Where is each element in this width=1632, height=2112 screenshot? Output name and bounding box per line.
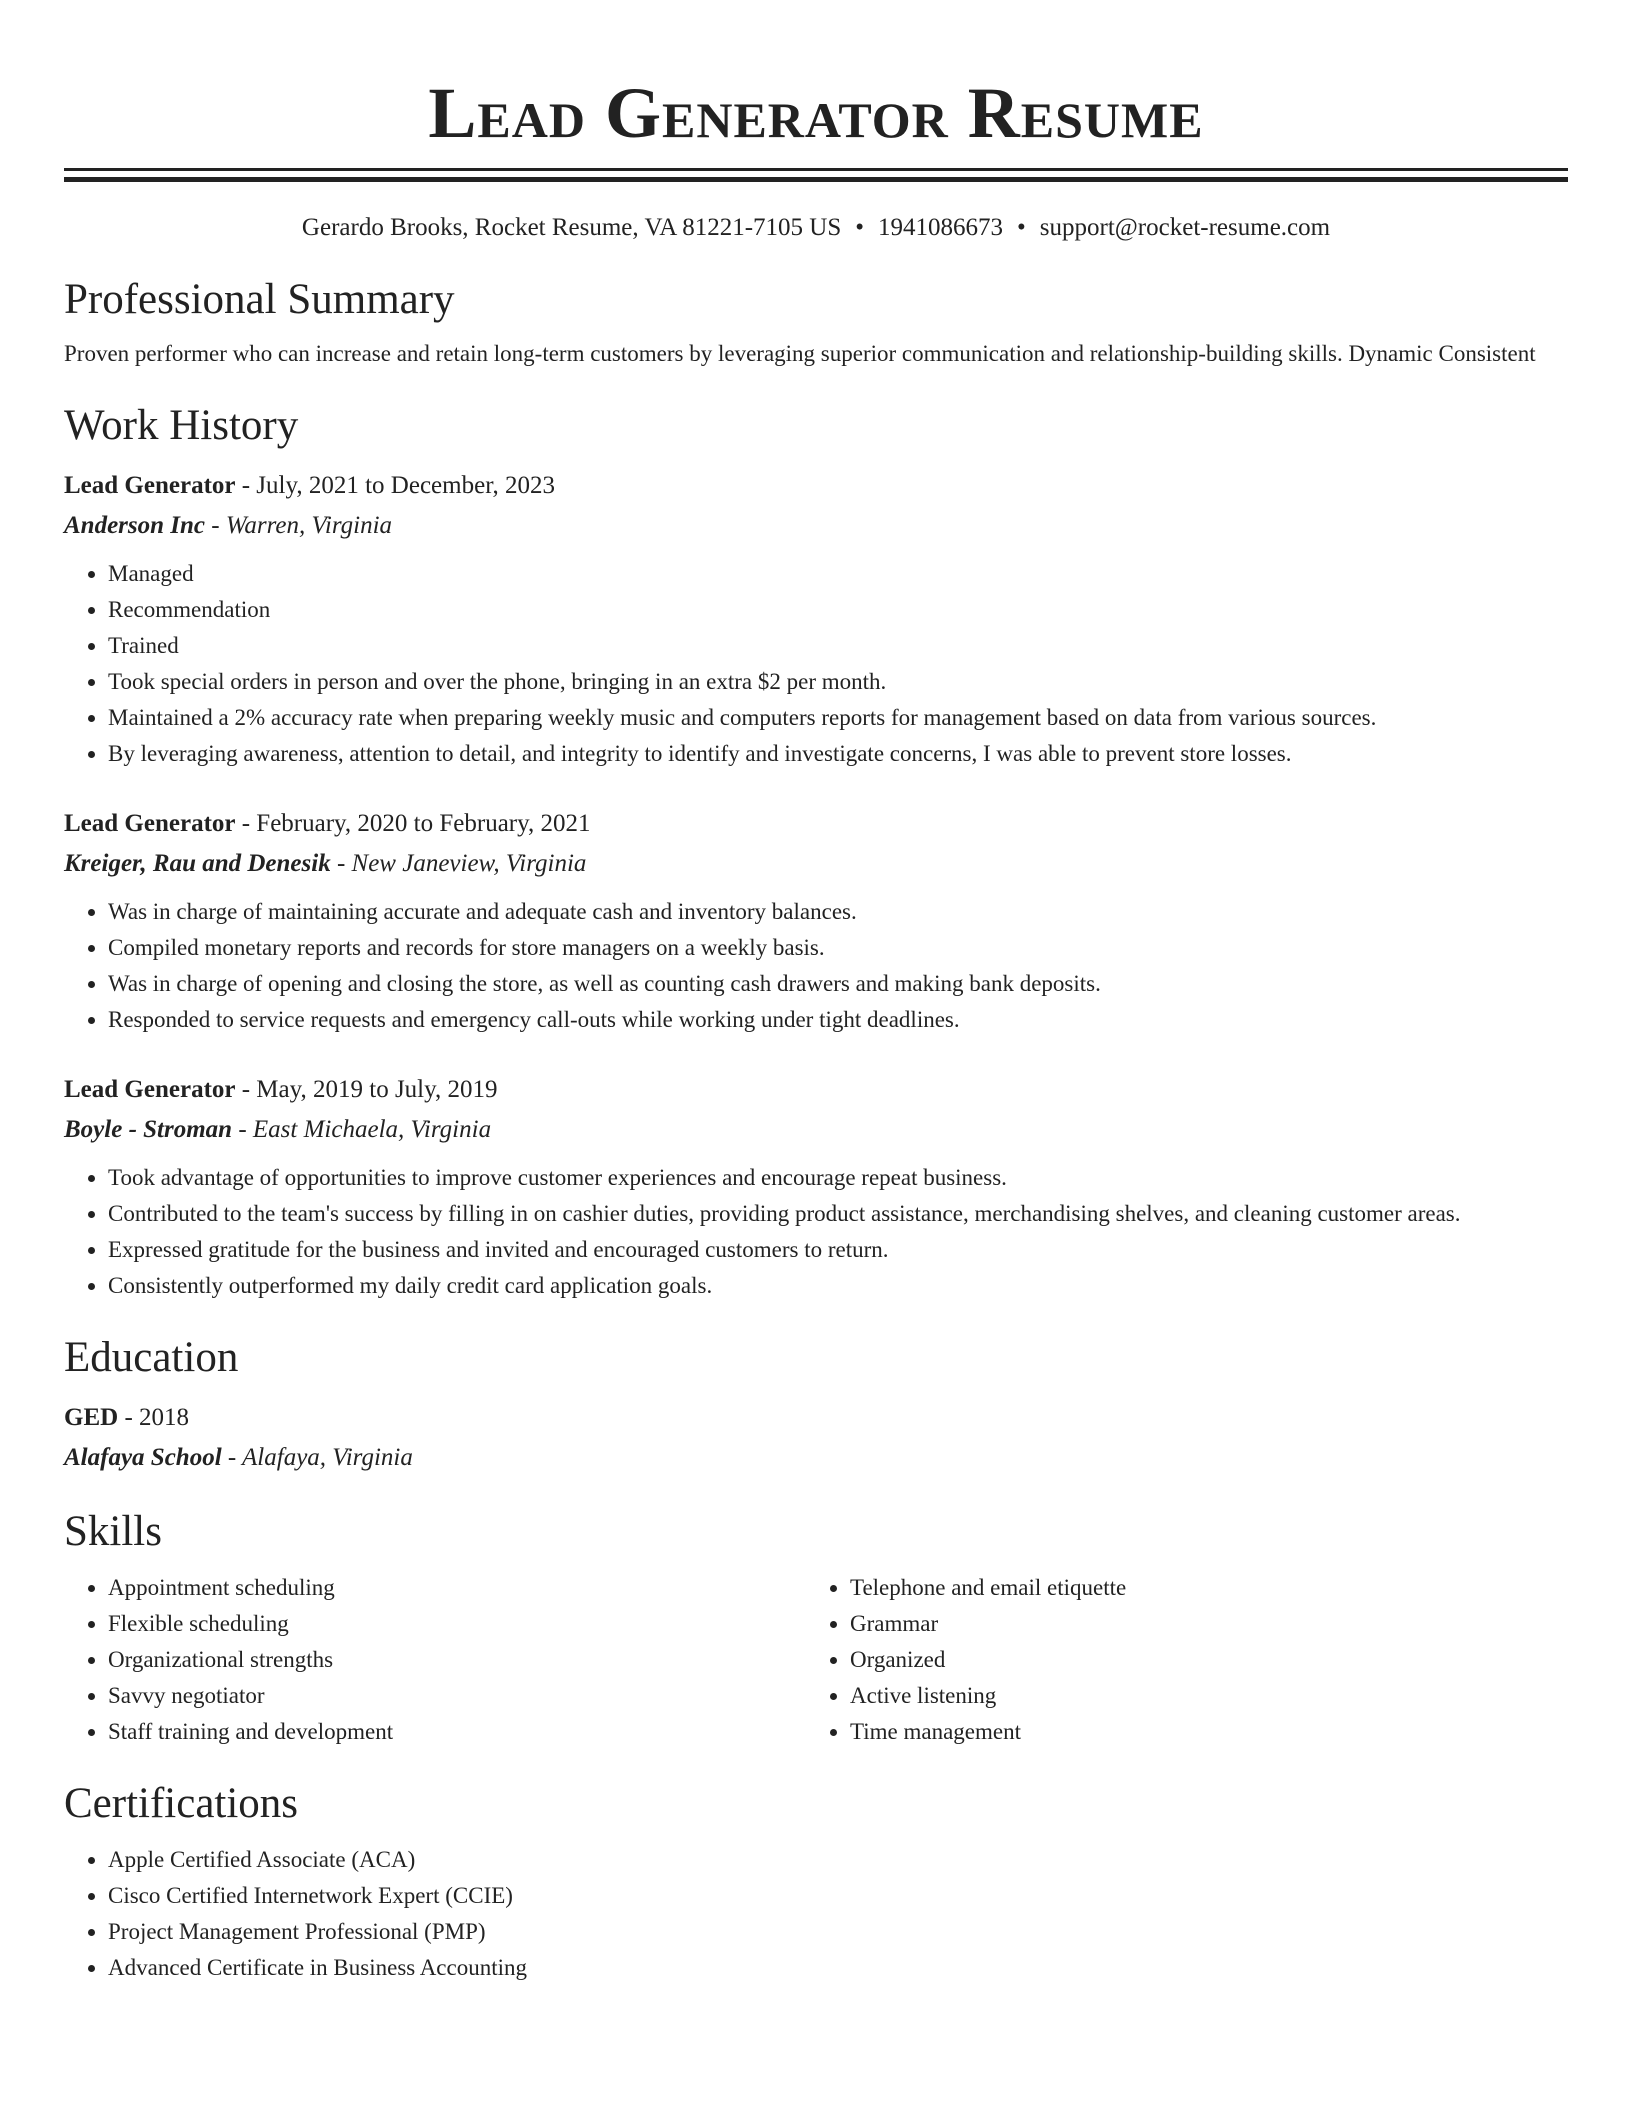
job-dates: - May, 2019 to July, 2019 [235,1076,498,1103]
summary-text: Proven performer who can increase and retain long-term customers by leveraging superior communication and relationship-building skills. Dynamic Consistent [64,341,1536,366]
work-history-section [64,398,1568,1304]
list-item: • Took advantage of opportunities to improve customer experiences and encourage repeat business. [108,1160,1568,1196]
job-entry [64,466,1568,772]
contact-separator: • [1017,214,1026,241]
employer-line [64,506,1568,546]
job-title: Lead Generator [64,810,236,837]
list-item: • Was in charge of opening and closing the store, as well as counting cash drawers and making bank deposits. [108,966,1568,1002]
list-item: • Was in charge of maintaining accurate and adequate cash and inventory balances. [108,894,1568,930]
job-title-line [64,466,1568,506]
employer-name: Boyle - Stroman [64,1116,233,1143]
education-section [64,1330,1568,1478]
list-item: • Organized [850,1642,1548,1678]
employer-location: - New Janeview, Virginia [330,850,587,877]
list-item: • Managed [108,556,1568,592]
contact-address: Gerardo Brooks, Rocket Resume, VA 81221-7105 US [301,214,842,241]
contact-phone: 1941086673 [878,214,1004,241]
section-heading: Skills [64,1508,162,1555]
list-item: • Cisco Certified Internetwork Expert (CCIE) [108,1878,1568,1914]
employer-name: Anderson Inc [64,512,206,539]
skills-right-column [806,1570,1548,1750]
employer-line [64,1110,1568,1150]
degree-line [64,1398,1568,1438]
employer-line [64,844,1568,884]
resume-title: Lead Generator Resume [428,73,1204,153]
list-item: • Took special orders in person and over the phone, bringing in an extra $2 per month. [108,664,1568,700]
list-item: • Staff training and development [108,1714,806,1750]
list-item: • Contributed to the team's success by filling in on cashier duties, providing product assistance, merchandising shelves, and cleaning customer areas. [108,1196,1568,1232]
list-item: • Telephone and email etiquette [850,1570,1548,1606]
school-location: - Alafaya, Virginia [221,1444,413,1471]
resume-page [64,0,1568,1986]
job-dates: - July, 2021 to December, 2023 [235,472,556,499]
employer-location: - East Michaela, Virginia [232,1116,492,1143]
job-bullets [64,894,1568,1038]
certifications-section [64,1776,1568,1986]
list-item: • Consistently outperformed my daily credit card application goals. [108,1268,1568,1304]
section-heading: Certifications [64,1780,299,1827]
job-bullets [64,1160,1568,1304]
skills-left-column [64,1570,806,1750]
list-item: • Time management [850,1714,1548,1750]
list-item: • Compiled monetary reports and records for store managers on a weekly basis. [108,930,1568,966]
title-divider [64,168,1568,182]
list-item: • Apple Certified Associate (ACA) [108,1842,1568,1878]
employer-location: - Warren, Virginia [205,512,393,539]
employer-name: Kreiger, Rau and Denesik [64,850,331,877]
professional-summary-section [64,272,1568,372]
list-item: • Flexible scheduling [108,1606,806,1642]
section-heading: Professional Summary [64,276,455,323]
list-item: • Active listening [850,1678,1548,1714]
job-title-line [64,804,1568,844]
job-title: Lead Generator [64,472,236,499]
education-entry [64,1398,1568,1478]
list-item: • Trained [108,628,1568,664]
skills-columns [64,1570,1568,1750]
job-entry [64,1070,1568,1304]
contact-separator: • [855,214,865,241]
contact-line [64,210,1568,246]
list-item: • Maintained a 2% accuracy rate when preparing weekly music and computers reports for management based on data from various sources. [108,700,1568,736]
section-heading: Work History [64,402,299,449]
school-line [64,1438,1568,1478]
list-item: • Organizational strengths [108,1642,806,1678]
list-item: • Recommendation [108,592,1568,628]
list-item: • Expressed gratitude for the business and invited and encouraged customers to return. [108,1232,1568,1268]
list-item: • Responded to service requests and emergency call-outs while working under tight deadlines. [108,1002,1568,1038]
skills-section [64,1504,1568,1750]
list-item: • Project Management Professional (PMP) [108,1914,1568,1950]
job-entry [64,804,1568,1038]
list-item: • By leveraging awareness, attention to detail, and integrity to identify and investigate concerns, I was able to prevent store losses. [108,736,1568,772]
job-title-line [64,1070,1568,1110]
contact-email[interactable]: support@rocket-resume.com [1039,214,1331,241]
job-bullets [64,556,1568,772]
job-dates: - February, 2020 to February, 2021 [235,810,591,837]
list-item: • Grammar [850,1606,1548,1642]
list-item: • Appointment scheduling [108,1570,806,1606]
list-item: • Savvy negotiator [108,1678,806,1714]
section-heading: Education [64,1334,239,1381]
degree: GED [64,1404,119,1431]
certifications-list [64,1842,1568,1986]
job-title: Lead Generator [64,1076,236,1103]
school-name: Alafaya School [64,1444,222,1471]
degree-year: - 2018 [118,1404,190,1431]
list-item: • Advanced Certificate in Business Accounting [108,1950,1568,1986]
